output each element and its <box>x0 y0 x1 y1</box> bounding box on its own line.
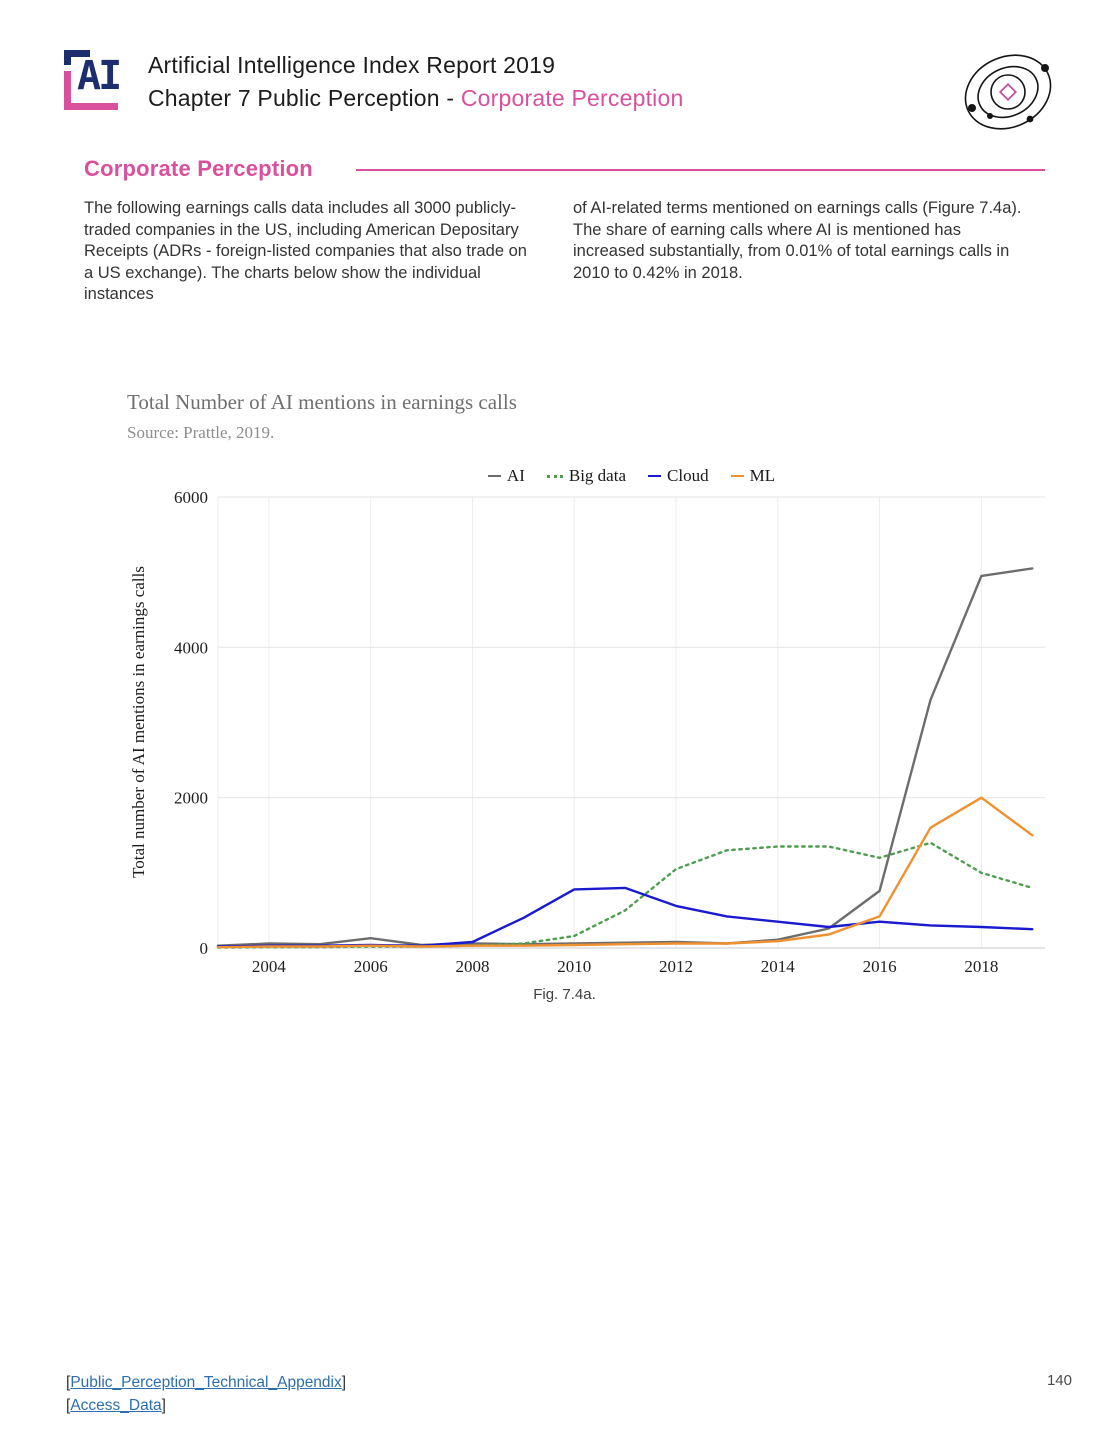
legend-label: Cloud <box>667 466 709 485</box>
svg-text:2006: 2006 <box>353 957 388 976</box>
svg-text:4000: 4000 <box>174 638 208 658</box>
legend-label: AI <box>506 466 525 485</box>
y-axis-label: Total number of AI mentions in earnings calls <box>129 566 148 878</box>
report-title: Artificial Intelligence Index Report 2019 <box>148 52 556 78</box>
svg-text:2010: 2010 <box>557 957 592 976</box>
chapter-title-highlight: Corporate Perception <box>460 85 684 111</box>
header-titles <box>148 49 683 115</box>
chart-legend <box>218 466 1045 486</box>
chapter-title-prefix: Chapter 7 Public Perception - <box>148 85 461 111</box>
access-data-link-row <box>66 1394 346 1417</box>
footer-links <box>66 1371 346 1417</box>
technical-appendix-link-row <box>66 1371 346 1394</box>
svg-text:2000: 2000 <box>174 788 208 808</box>
svg-text:0: 0 <box>199 939 208 958</box>
ai-index-logo <box>64 50 134 112</box>
legend-item-ai <box>488 466 525 486</box>
section-heading: Corporate Perception <box>84 156 313 181</box>
svg-text:2014: 2014 <box>760 957 795 976</box>
chart-source: Source: Prattle, 2019. <box>127 423 275 442</box>
access-data-link[interactable]: Access_Data <box>70 1397 162 1414</box>
legend-marker-icon <box>731 475 744 477</box>
figure-caption: Fig. 7.4a. <box>533 986 596 1003</box>
orbit-logo-icon <box>960 44 1056 140</box>
svg-text:6000: 6000 <box>174 488 208 507</box>
bracket-open: [ <box>66 1374 71 1391</box>
body-paragraph-right: of AI-related terms mentioned on earnings calls (Figure 7.4a). The share of earning calls where AI is mentioned has increased substantially, from 0.01% of total earnings calls in 2010 to 0.42% in 2018. <box>573 199 1022 282</box>
legend-item-cloud <box>648 466 709 486</box>
section-rule <box>356 169 1045 171</box>
page-number: 140 <box>1046 1372 1072 1389</box>
legend-marker-icon <box>488 475 501 477</box>
legend-item-ml <box>731 466 776 486</box>
svg-text:2008: 2008 <box>455 957 490 976</box>
legend-marker-icon <box>547 475 563 478</box>
svg-text:2018: 2018 <box>964 957 999 976</box>
legend-label: ML <box>749 466 776 485</box>
chapter-title <box>148 82 683 115</box>
bracket-close: ] <box>341 1374 347 1391</box>
bracket-close: ] <box>161 1397 166 1414</box>
technical-appendix-link[interactable]: Public_Perception_Technical_Appendix <box>70 1374 342 1391</box>
svg-text:2012: 2012 <box>659 957 693 976</box>
legend-marker-icon <box>648 475 661 477</box>
legend-item-big-data <box>547 466 626 486</box>
svg-text:2016: 2016 <box>862 957 897 976</box>
logo-ai-text: AI <box>77 53 120 99</box>
orbit-logo <box>960 44 1056 145</box>
line-chart <box>150 487 1055 987</box>
legend-label: Big data <box>568 466 627 485</box>
body-paragraph-left: The following earnings calls data includes all 3000 publicly-traded companies in the US, including American Depositary Receipts (ADRs - foreign-listed companies that also trade on a US exchange). The charts below show the individual instances <box>84 199 527 303</box>
svg-text:2004: 2004 <box>251 957 286 976</box>
bracket-open: [ <box>66 1397 71 1414</box>
chart-title: Total Number of AI mentions in earnings calls <box>127 390 517 414</box>
